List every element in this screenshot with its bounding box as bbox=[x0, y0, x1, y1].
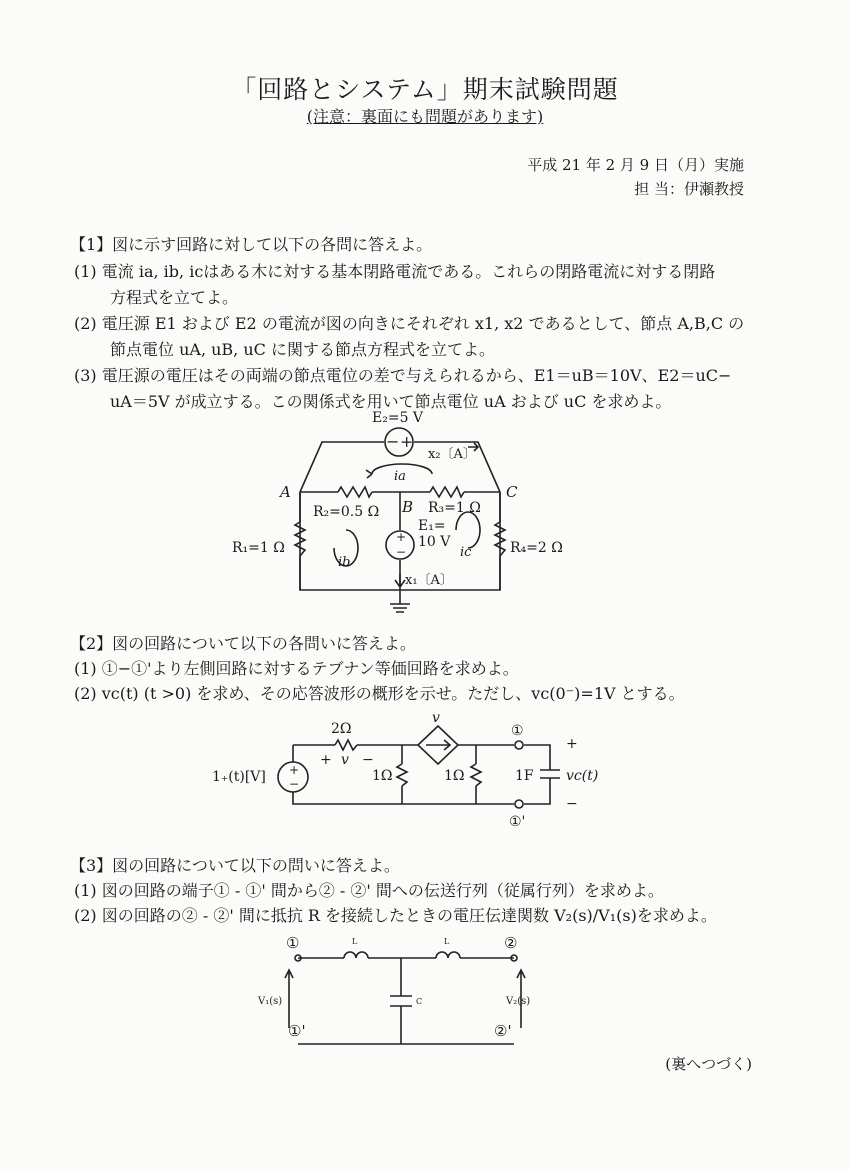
p1b-label: ①' bbox=[288, 1022, 306, 1040]
v1-label: V₁(s) bbox=[258, 996, 283, 1007]
q2-part2: (2) vc(t) (t >0) を求め、その応答波形の概形を示せ。ただし、vc(0⁻)=1V とする。 bbox=[74, 684, 685, 703]
q1-part2-cont: 節点電位 uA, uB, uC に関する節点方程式を立てよ。 bbox=[110, 340, 495, 359]
x2-label: x₂〔A〕 bbox=[428, 447, 476, 462]
port-1-top-terminal bbox=[515, 741, 523, 749]
vc-label: vc(t) bbox=[566, 768, 599, 784]
r3-label: R₃=1 Ω bbox=[428, 500, 481, 516]
r-a-label: 1Ω bbox=[372, 768, 393, 784]
v-ctrl-label: v bbox=[432, 710, 440, 726]
vc-plus: + bbox=[566, 736, 578, 752]
svg-text:−: − bbox=[396, 545, 407, 559]
r4-label: R₄=2 Ω bbox=[510, 540, 563, 556]
r1-label: R₁=1 Ω bbox=[232, 540, 285, 556]
q3-part1: (1) 図の回路の端子① - ①' 間から② - ②' 間への伝送行列（従属行列）を求めよ。 bbox=[74, 881, 664, 900]
q1-part3: (3) 電圧源の電圧はその両端の節点電位の差で与えられるから、E1＝uB＝10V、E2＝uC− bbox=[74, 366, 732, 385]
svg-text:−: − bbox=[289, 777, 300, 791]
r3-resistor bbox=[430, 487, 464, 497]
svg-text:+: + bbox=[400, 432, 414, 451]
notice: (注意：裏面にも問題があります) bbox=[306, 107, 544, 126]
q1-heading: 【1】図に示す回路に対して以下の各問に答えよ。 bbox=[70, 235, 433, 254]
port-1-bottom-label: ①' bbox=[509, 814, 526, 830]
p2-label: ② bbox=[504, 934, 518, 952]
source-2-label: 1₊(t)[V] bbox=[212, 769, 266, 785]
q1-part2: (2) 電圧源 E1 および E2 の電流が図の向きにそれぞれ x1, x2 であるとして、節点 A,B,C の bbox=[74, 314, 745, 333]
node-a-label: A bbox=[280, 483, 291, 501]
p1-label: ① bbox=[286, 934, 300, 952]
svg-text:+: + bbox=[289, 763, 300, 777]
exam-date: 平成 21 年 2 月 9 日（月）実施 bbox=[527, 156, 744, 174]
r-b-resistor bbox=[471, 764, 481, 786]
ic-label: ic bbox=[460, 545, 472, 560]
loop-ic-arrow bbox=[456, 512, 480, 548]
node-b-label: B bbox=[402, 498, 414, 516]
vc-minus: − bbox=[566, 796, 578, 812]
x1-label: x₁〔A〕 bbox=[405, 573, 453, 588]
cap-label: 1F bbox=[515, 768, 534, 784]
q1-part3-cont: uA＝5V が成立する。この関係式を用いて節点電位 uA および uC を求めよ。 bbox=[110, 392, 672, 411]
v2-label: V₂(s) bbox=[506, 996, 531, 1007]
r2-resistor bbox=[338, 487, 372, 497]
ia-label: ia bbox=[394, 469, 406, 484]
node-c-label: C bbox=[506, 483, 518, 501]
r-a-resistor bbox=[397, 764, 407, 786]
ib-label: ib bbox=[338, 555, 351, 570]
page-title: 「回路とシステム」期末試験問題 bbox=[231, 75, 619, 104]
q3-heading: 【3】図の回路について以下の問いに答えよ。 bbox=[70, 856, 400, 875]
port-1-top-label: ① bbox=[511, 723, 524, 739]
r-series-resistor bbox=[335, 740, 357, 750]
q1-part1-cont: 方程式を立てよ。 bbox=[110, 288, 239, 307]
r-b-label: 1Ω bbox=[444, 768, 465, 784]
e1-value: 10 V bbox=[418, 534, 451, 550]
r2-label: R₂=0.5 Ω bbox=[313, 504, 380, 520]
svg-text:−: − bbox=[386, 432, 400, 451]
p2b-label: ②' bbox=[494, 1022, 512, 1040]
v-minus: − bbox=[362, 752, 374, 768]
q2-part1: (1) ①−①'より左側回路に対するテブナン等価回路を求めよ。 bbox=[74, 659, 519, 678]
continued-note: (裏へつづく) bbox=[665, 1055, 752, 1073]
l1-inductor bbox=[344, 952, 368, 958]
x1-arrow bbox=[395, 574, 405, 587]
l1-label: L bbox=[352, 937, 358, 946]
v-label: v bbox=[341, 752, 349, 768]
v-plus: + bbox=[320, 752, 332, 768]
circuit-3-wires bbox=[285, 958, 525, 1044]
l2-inductor bbox=[436, 952, 460, 958]
r-series-label: 2Ω bbox=[331, 721, 352, 737]
q3-part2: (2) 図の回路の② - ②' 間に抵抗 R を接続したときの電圧伝達関数 V₂(s)/V₁(s)を求めよ。 bbox=[74, 906, 717, 925]
e1-label: E₁= bbox=[418, 518, 446, 534]
instructor: 担 当：伊瀬教授 bbox=[634, 180, 744, 198]
e2-label: E₂=5 V bbox=[372, 410, 424, 426]
q1-part1: (1) 電流 ia, ib, icはある木に対する基本閉路電流である。これらの閉路電流に対する閉路 bbox=[74, 262, 716, 281]
l2-label: L bbox=[444, 937, 450, 946]
q2-heading: 【2】図の回路について以下の各問いに答えよ。 bbox=[70, 634, 416, 653]
port-1-bottom-terminal bbox=[515, 800, 523, 808]
c-label: C bbox=[416, 997, 423, 1006]
svg-text:+: + bbox=[396, 530, 407, 544]
